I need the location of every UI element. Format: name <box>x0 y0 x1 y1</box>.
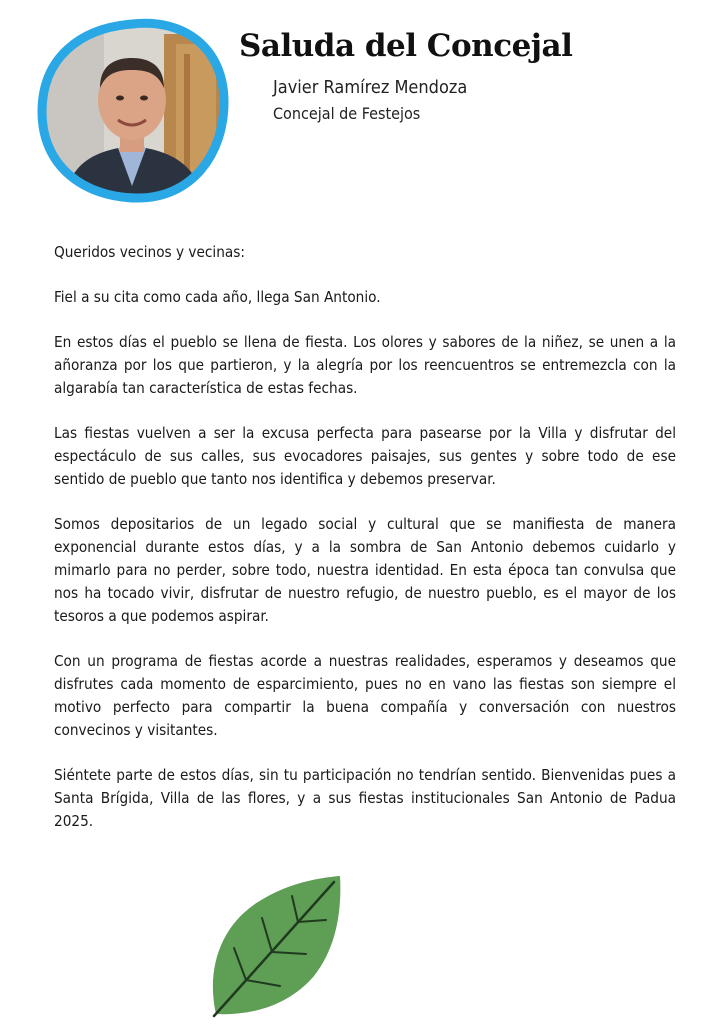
letter-paragraph: Siéntete parte de estos días, sin tu participación no tendrían sentido. Bienvenidas pues a Santa Brígida, Villa de las flores, y a sus fiestas institucionales San Antonio de Padua 2025. <box>54 766 676 830</box>
letter-paragraph: Somos depositarios de un legado social y cultural que se manifiesta de manera exponencial durante estos días, y a la sombra de San Antonio debemos cuidarlo y mimarlo para no perder, sobre todo, nuestra identidad. En esta época tan convulsa que nos ha tocado vivir, disfrutar de nuestro refugio, de nuestro pueblo, es el mayor de los tesoros a que podemos aspirar. <box>54 515 676 625</box>
page-title: Saluda del Concejal <box>239 28 573 64</box>
letter-paragraph: Fiel a su cita como cada año, llega San Antonio. <box>54 288 381 306</box>
leaf-icon <box>206 874 346 1020</box>
letter-paragraph: Con un programa de fiestas acorde a nuestras realidades, esperamos y deseamos que disfrutes cada momento de esparcimiento, pues no en vano las fiestas son siempre el motivo perfecto para compartir la buena compañía y conversación con nuestros convecinos y visitantes. <box>54 652 676 739</box>
author-role: Concejal de Festejos <box>273 104 421 123</box>
author-name: Javier Ramírez Mendoza <box>273 77 468 98</box>
letter-greeting: Queridos vecinos y vecinas: <box>54 243 245 261</box>
letter-paragraph: En estos días el pueblo se llena de fiesta. Los olores y sabores de la niñez, se unen a la añoranza por los que partieron, y la alegría por los reencuentros se entremezcla con la algarabía tan característica de estas fechas. <box>54 333 676 397</box>
letter-body <box>54 241 676 855</box>
letter-paragraph: Las fiestas vuelven a ser la excusa perfecta para pasearse por la Villa y disfrutar del espectáculo de sus calles, sus evocadores paisajes, sus gentes y sobre todo de ese sentido de pueblo que tanto nos identifica y debemos preservar. <box>54 424 676 488</box>
councillor-portrait <box>34 14 230 204</box>
